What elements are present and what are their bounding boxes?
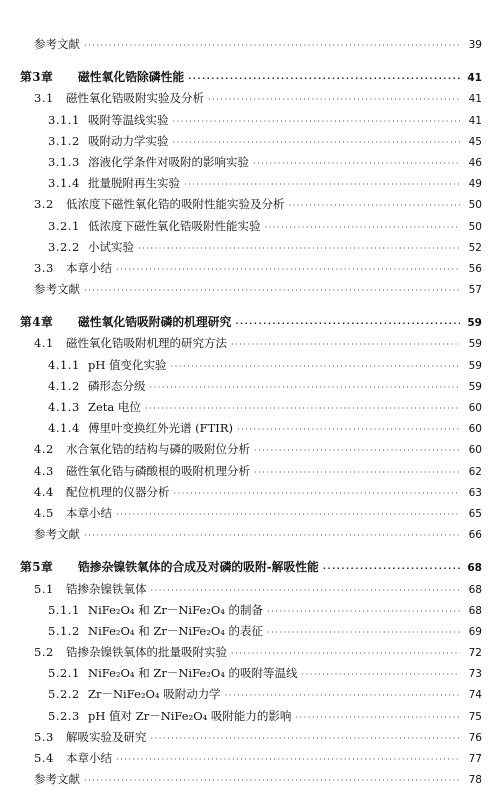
dot-leader — [231, 643, 460, 664]
toc-entry-number: 5.2 — [34, 645, 54, 660]
toc-entry-title: 溶液化学条件对吸附的影响实验 — [88, 154, 249, 169]
dot-leader — [151, 580, 461, 601]
toc-page-number: 60 — [468, 423, 482, 436]
toc-entry-number: 4.1.4 — [48, 421, 80, 436]
toc-subsection-entry[interactable] — [0, 397, 500, 418]
toc-entry-number: 4.1.3 — [48, 400, 80, 414]
toc-entry-title: NiFe₂O₄ 和 Zr－NiFe₂O₄ 的表征 — [88, 623, 264, 638]
dot-leader — [84, 280, 460, 301]
toc-entry-number: 第5章 — [20, 560, 54, 575]
dot-leader — [265, 217, 461, 238]
toc-page-number: 41 — [468, 114, 482, 127]
toc-entry-title: 参考文献 — [34, 772, 80, 787]
toc-section-entry[interactable] — [0, 727, 500, 748]
toc-page-number: 49 — [468, 178, 482, 191]
dot-leader — [116, 749, 460, 770]
toc-entry-number: 3.1.4 — [48, 176, 80, 191]
toc-entry-title: 解吸实验及研究 — [66, 729, 147, 744]
toc-entry-number: 5.2.1 — [48, 666, 80, 681]
toc-entry-title: Zeta 电位 — [88, 400, 141, 414]
dot-leader — [289, 195, 461, 216]
toc-entry-title: 傅里叶变换红外光谱 (FTIR) — [88, 421, 233, 436]
toc-page-number: 65 — [468, 507, 482, 520]
toc-entry-title: 批量脱附再生实验 — [88, 176, 180, 191]
toc-entry-number: 3.1 — [34, 91, 54, 106]
toc-section-entry[interactable] — [0, 503, 500, 524]
toc-entry-title: Zr－NiFe₂O₄ 吸附动力学 — [88, 687, 221, 702]
section-gap — [0, 545, 500, 557]
toc-entry-title: 磁性氧化锆吸附实验及分析 — [66, 91, 204, 106]
toc-entry-number: 4.4 — [34, 484, 54, 499]
table-of-contents — [0, 34, 500, 790]
toc-page-number: 52 — [468, 241, 482, 254]
toc-page-number: 76 — [468, 731, 482, 744]
toc-references-entry[interactable] — [0, 34, 500, 55]
dot-leader — [323, 558, 460, 579]
toc-subsection-entry[interactable] — [0, 418, 500, 439]
toc-page-number: 59 — [467, 317, 482, 330]
toc-entry-number: 4.1 — [34, 336, 54, 351]
section-gap — [0, 300, 500, 312]
toc-subsection-entry[interactable] — [0, 355, 500, 376]
toc-entry-title: 水合氧化锆的结构与磷的吸附位分析 — [66, 442, 250, 457]
toc-subsection-entry[interactable] — [0, 237, 500, 258]
dot-leader — [171, 356, 460, 377]
dot-leader — [225, 685, 460, 706]
toc-entry-number: 5.1.1 — [48, 602, 80, 617]
toc-entry-title: 锆掺杂镍铁氧体的合成及对磷的吸附-解吸性能 — [78, 560, 319, 575]
dot-leader — [116, 504, 460, 525]
toc-entry-number: 3.1.3 — [48, 154, 80, 169]
dot-leader — [235, 313, 460, 334]
toc-page-number: 75 — [468, 710, 482, 723]
toc-entry-title: 锆掺杂镍铁氧体 — [66, 581, 147, 596]
dot-leader — [145, 398, 460, 419]
toc-section-entry[interactable] — [0, 579, 500, 600]
toc-entry-number: 4.1.2 — [48, 378, 80, 393]
toc-page-number: 68 — [468, 583, 482, 596]
toc-subsection-entry[interactable] — [0, 663, 500, 684]
toc-section-entry[interactable] — [0, 258, 500, 279]
toc-entry-title: 本章小结 — [66, 260, 112, 275]
toc-page-number: 46 — [468, 156, 482, 169]
dot-leader — [253, 153, 460, 174]
toc-entry-number: 3.2 — [34, 197, 54, 212]
toc-entry-number: 4.1.1 — [48, 357, 80, 372]
dot-leader — [254, 440, 460, 461]
toc-entry-title: 小试实验 — [88, 239, 134, 254]
dot-leader — [84, 35, 460, 56]
toc-page-number: 78 — [468, 774, 482, 787]
toc-page-number: 60 — [468, 444, 482, 457]
toc-entry-number: 5.2.2 — [48, 687, 80, 702]
toc-references-entry[interactable] — [0, 524, 500, 545]
toc-references-entry[interactable] — [0, 279, 500, 300]
toc-entry-number: 3.1.2 — [48, 133, 80, 148]
toc-entry-number: 4.3 — [34, 463, 54, 478]
dot-leader — [151, 728, 461, 749]
toc-page-number: 74 — [468, 689, 482, 702]
dot-leader — [267, 601, 460, 622]
toc-page-number: 73 — [468, 668, 482, 681]
dot-leader — [188, 68, 460, 89]
dot-leader — [302, 664, 460, 685]
toc-subsection-entry[interactable] — [0, 600, 500, 621]
toc-entry-number: 4.5 — [34, 505, 54, 520]
dot-leader — [237, 419, 460, 440]
toc-entry-number: 3.1.1 — [48, 112, 80, 127]
toc-page-number: 69 — [468, 625, 482, 638]
toc-entry-title: 参考文献 — [34, 527, 80, 542]
toc-page-number: 45 — [468, 135, 482, 148]
toc-entry-title: 参考文献 — [34, 37, 80, 51]
toc-entry-title: 锆掺杂镍铁氧体的批量吸附实验 — [66, 645, 227, 660]
toc-page-number: 41 — [468, 93, 482, 106]
toc-entry-title: 本章小结 — [66, 505, 112, 520]
toc-entry-number: 3.3 — [34, 260, 54, 275]
toc-section-entry[interactable] — [0, 88, 500, 109]
toc-entry-title: pH 值对 Zr－NiFe₂O₄ 吸附能力的影响 — [88, 708, 292, 723]
toc-subsection-entry[interactable] — [0, 131, 500, 152]
toc-page-number: 68 — [468, 604, 482, 617]
toc-page-number: 77 — [468, 753, 482, 765]
toc-page-number: 62 — [468, 465, 482, 478]
toc-page-number: 59 — [468, 338, 482, 351]
toc-subsection-entry[interactable] — [0, 152, 500, 173]
toc-section-entry[interactable] — [0, 333, 500, 354]
dot-leader — [138, 238, 460, 259]
toc-entry-number: 4.2 — [34, 442, 54, 457]
toc-entry-title: 磷形态分级 — [88, 378, 146, 393]
toc-entry-title: 磁性氧化锆吸附磷的机理研究 — [78, 315, 232, 330]
toc-chapter-entry[interactable] — [0, 312, 500, 333]
toc-entry-number: 5.2.3 — [48, 708, 80, 723]
toc-page-number: 68 — [467, 562, 482, 575]
toc-page-number: 63 — [468, 486, 482, 499]
toc-entry-number: 5.4 — [34, 751, 54, 765]
toc-subsection-entry[interactable] — [0, 173, 500, 194]
toc-entry-number: 5.1 — [34, 581, 54, 596]
toc-subsection-entry[interactable] — [0, 621, 500, 642]
toc-entry-title: NiFe₂O₄ 和 Zr－NiFe₂O₄ 的吸附等温线 — [88, 666, 298, 681]
dot-leader — [267, 622, 460, 643]
toc-section-entry[interactable] — [0, 439, 500, 460]
toc-page-number: 66 — [468, 529, 482, 542]
toc-entry-title: NiFe₂O₄ 和 Zr－NiFe₂O₄ 的制备 — [88, 602, 264, 617]
toc-subsection-entry[interactable] — [0, 706, 500, 727]
toc-entry-title: 吸附等温线实验 — [88, 112, 169, 127]
toc-subsection-entry[interactable] — [0, 110, 500, 131]
toc-entry-title: 磁性氧化锆与磷酸根的吸附机理分析 — [66, 463, 250, 478]
toc-entry-title: pH 值变化实验 — [88, 357, 167, 372]
toc-subsection-entry[interactable] — [0, 376, 500, 397]
toc-page-number: 50 — [468, 220, 482, 233]
toc-entry-title: 低浓度下磁性氧化锆吸附性能实验 — [88, 218, 261, 233]
toc-entry-title: 配位机理的仪器分析 — [66, 484, 170, 499]
toc-chapter-entry[interactable] — [0, 557, 500, 578]
toc-entry-number: 3.2.1 — [48, 218, 80, 233]
toc-section-entry[interactable] — [0, 642, 500, 663]
toc-subsection-entry[interactable] — [0, 684, 500, 705]
dot-leader — [173, 111, 461, 132]
toc-entry-title: 磁性氧化锆除磷性能 — [78, 70, 185, 85]
toc-entry-number: 5.3 — [34, 729, 54, 744]
toc-page-number: 41 — [467, 72, 482, 85]
toc-page-number: 72 — [468, 647, 482, 660]
dot-leader — [173, 132, 461, 153]
section-gap — [0, 55, 500, 67]
dot-leader — [295, 707, 460, 728]
toc-chapter-entry[interactable] — [0, 67, 500, 88]
dot-leader — [84, 770, 460, 791]
toc-page-number: 59 — [468, 380, 482, 393]
dot-leader — [231, 334, 460, 355]
toc-entry-title: 磁性氧化锆吸附机理的研究方法 — [66, 336, 227, 351]
dot-leader — [254, 462, 460, 483]
toc-entry-number: 第4章 — [20, 315, 54, 330]
toc-entry-number: 5.1.2 — [48, 623, 80, 638]
dot-leader — [84, 525, 460, 546]
toc-page-number: 59 — [468, 359, 482, 372]
toc-page-number: 50 — [468, 199, 482, 212]
toc-page-number: 57 — [468, 284, 482, 297]
dot-leader — [184, 174, 460, 195]
dot-leader — [208, 89, 460, 110]
toc-page-number: 56 — [468, 262, 482, 275]
toc-section-entry[interactable] — [0, 748, 500, 769]
toc-entry-title: 吸附动力学实验 — [88, 133, 169, 148]
toc-references-entry[interactable] — [0, 769, 500, 790]
dot-leader — [150, 377, 461, 398]
toc-entry-number: 第3章 — [20, 70, 54, 85]
dot-leader — [174, 483, 461, 504]
toc-section-entry[interactable] — [0, 194, 500, 215]
toc-entry-title: 本章小结 — [66, 751, 112, 765]
dot-leader — [116, 259, 460, 280]
toc-entry-title: 参考文献 — [34, 282, 80, 297]
toc-section-entry[interactable] — [0, 482, 500, 503]
toc-subsection-entry[interactable] — [0, 216, 500, 237]
toc-section-entry[interactable] — [0, 461, 500, 482]
toc-entry-title: 低浓度下磁性氧化锆的吸附性能实验及分析 — [66, 197, 285, 212]
toc-entry-number: 3.2.2 — [48, 239, 80, 254]
toc-page-number: 60 — [468, 402, 482, 414]
toc-page-number: 39 — [468, 39, 482, 51]
